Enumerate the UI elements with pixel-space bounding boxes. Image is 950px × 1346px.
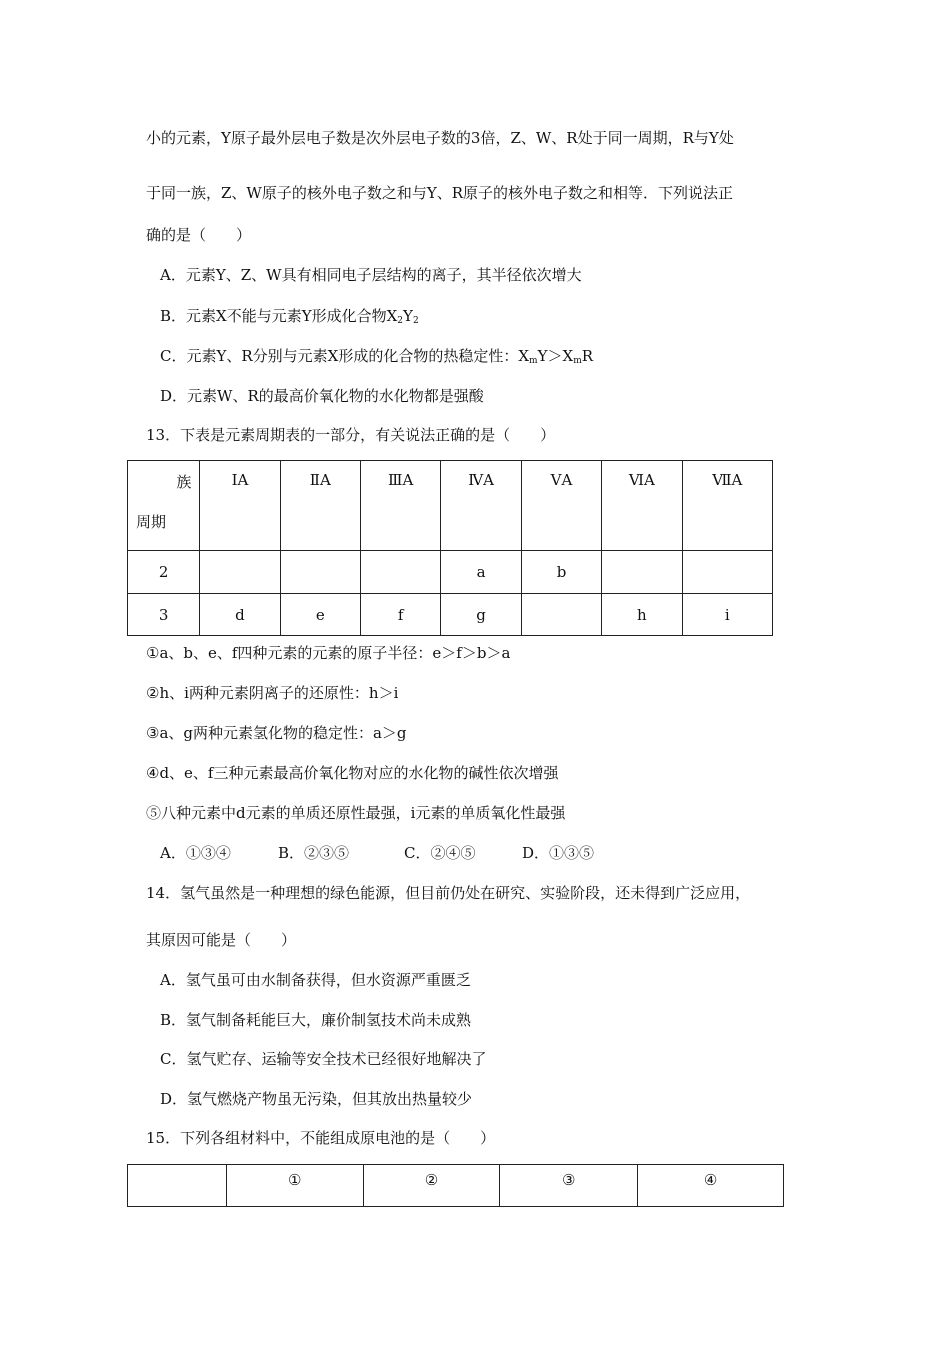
- element-cell: i: [682, 594, 772, 636]
- element-cell: e: [280, 594, 360, 636]
- group-header: ⅥA: [602, 461, 682, 551]
- element-cell: g: [441, 594, 521, 636]
- q14-option-b: B．氢气制备耗能巨大，廉价制氢技术尚未成熟: [160, 1011, 472, 1029]
- element-cell: f: [361, 594, 441, 636]
- q14-option-c: C．氢气贮存、运输等安全技术已经很好地解决了: [160, 1050, 487, 1068]
- element-cell: [280, 551, 360, 594]
- corner-period-label: 周期: [136, 513, 167, 531]
- group-header: ⅠA: [200, 461, 280, 551]
- q13-statement-2: ②h、i两种元素阴离子的还原性：h＞i: [146, 684, 399, 702]
- element-cell: [521, 594, 601, 636]
- q12-option-b: B．元素X不能与元素Y形成化合物$X_2Y_2$: [160, 307, 419, 326]
- q14-option-d: D．氢气燃烧产物虽无污染，但其放出热量较少: [160, 1090, 473, 1108]
- table-row: [128, 1165, 784, 1207]
- battery-materials-table: [127, 1164, 784, 1207]
- group-header: ⅡA: [280, 461, 360, 551]
- element-cell: [361, 551, 441, 594]
- element-cell: [200, 551, 280, 594]
- q13-option-a: A．①③④: [160, 844, 231, 862]
- element-cell: a: [441, 551, 521, 594]
- group-header: ⅣA: [441, 461, 521, 551]
- periodic-table: [127, 460, 773, 636]
- group-header: ⅢA: [361, 461, 441, 551]
- element-cell: b: [521, 551, 601, 594]
- table-row: [128, 551, 773, 594]
- q12-option-d: D．元素W、R的最高价氧化物的水化物都是强酸: [160, 387, 484, 405]
- q13-statement-3: ③a、g两种元素氢化物的稳定性：a＞g: [146, 724, 407, 742]
- element-cell: [682, 551, 772, 594]
- table-header-cell: ③: [500, 1165, 638, 1207]
- q13-statement-5: ⑤八种元素中d元素的单质还原性最强，i元素的单质氧化性最强: [146, 804, 566, 822]
- q14-stem-line-1: 14．氢气虽然是一种理想的绿色能源，但目前仍处在研究、实验阶段，还未得到广泛应用，: [146, 884, 751, 902]
- q13-option-b: B．②③⑤: [278, 844, 350, 862]
- table-header-cell: [128, 1165, 227, 1207]
- q14-option-a: A．氢气虽可由水制备获得，但水资源严重匮乏: [160, 971, 471, 989]
- element-cell: [602, 551, 682, 594]
- q15-stem: 15．下列各组材料中，不能组成原电池的是（ ）: [146, 1129, 496, 1147]
- q13-statement-1: ①a、b、e、f四种元素的元素的原子半径：e＞f＞b＞a: [146, 644, 511, 662]
- q13-stem: 13．下表是元素周期表的一部分，有关说法正确的是（ ）: [146, 426, 556, 444]
- q12-option-c: C．元素Y、R分别与元素X形成的化合物的热稳定性：$X_mY>X_mR$: [160, 347, 594, 366]
- q13-option-c: C．②④⑤: [404, 844, 476, 862]
- group-header: ⅦA: [682, 461, 772, 551]
- q13-option-d: D．①③⑤: [522, 844, 595, 862]
- periodic-table-header-row: [128, 461, 773, 551]
- period-cell: 3: [128, 594, 200, 636]
- q12-stem-line-1: 小的元素，Y原子最外层电子数是次外层电子数的3倍，Z、W、R处于同一周期，R与Y处: [146, 129, 734, 147]
- q12-stem-line-3: 确的是（ ）: [146, 226, 252, 244]
- table-header-cell: ④: [638, 1165, 784, 1207]
- corner-group-label: 族: [176, 473, 192, 491]
- periodic-table-corner: [128, 461, 200, 551]
- q13-statement-4: ④d、e、f三种元素最高价氧化物对应的水化物的碱性依次增强: [146, 764, 559, 782]
- table-header-cell: ①: [226, 1165, 363, 1207]
- element-cell: h: [602, 594, 682, 636]
- period-cell: 2: [128, 551, 200, 594]
- q12-option-a: A．元素Y、Z、W具有相同电子层结构的离子，其半径依次增大: [160, 266, 582, 284]
- element-cell: d: [200, 594, 280, 636]
- table-row: [128, 594, 773, 636]
- group-header: ⅤA: [521, 461, 601, 551]
- q12-stem-line-2: 于同一族，Z、W原子的核外电子数之和与Y、R原子的核外电子数之和相等．下列说法正: [146, 184, 734, 202]
- q14-stem-line-2: 其原因可能是（ ）: [146, 931, 297, 949]
- table-header-cell: ②: [363, 1165, 500, 1207]
